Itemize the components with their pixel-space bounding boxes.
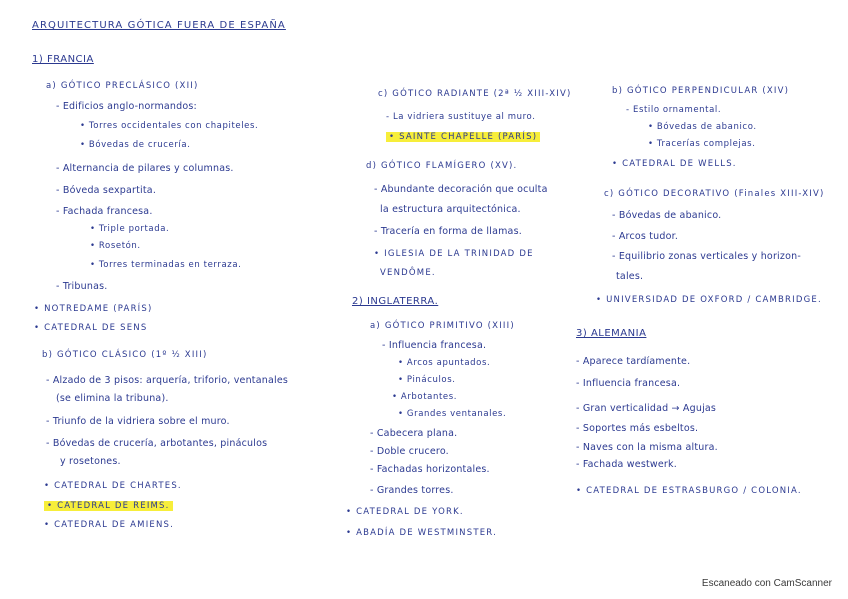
note-line: - La vidriera sustituye al muro.: [386, 112, 536, 122]
note-line: - Estilo ornamental.: [626, 105, 722, 115]
heading-preclasico: a) GÓTICO PRECLÁSICO (XII): [46, 81, 199, 91]
note-line: • Bóvedas de abanico.: [648, 122, 757, 132]
note-line: • Torres occidentales con chapiteles.: [80, 121, 259, 131]
heading-radiante: c) GÓTICO RADIANTE (2ª ½ XIII-XIV): [378, 89, 572, 99]
example-building: • CATEDRAL DE SENS: [34, 323, 148, 333]
highlight-mark: • SAINTE CHAPELLE (PARÍS): [386, 132, 540, 142]
note-line: - Soportes más esbeltos.: [576, 423, 699, 434]
note-line: - Bóvedas de crucería, arbotantes, pináculos: [46, 438, 268, 449]
note-line: - Tribunas.: [56, 281, 108, 292]
example-building: • CATEDRAL DE WELLS.: [612, 159, 737, 169]
note-line: • Arbotantes.: [392, 392, 458, 402]
heading-perpendicular: b) GÓTICO PERPENDICULAR (XIV): [612, 86, 790, 96]
note-line: - Cabecera plana.: [370, 428, 458, 439]
example-building-highlighted: [386, 131, 540, 143]
note-line: - Abundante decoración que oculta: [374, 184, 548, 195]
note-line: • Grandes ventanales.: [398, 409, 507, 419]
heading-primitivo: a) GÓTICO PRIMITIVO (XIII): [370, 321, 515, 331]
note-line: • Arcos apuntados.: [398, 358, 491, 368]
note-line: - Bóvedas de abanico.: [612, 210, 722, 221]
note-line: • Tracerías complejas.: [648, 139, 756, 149]
note-line: - Triunfo de la vidriera sobre el muro.: [46, 416, 230, 427]
note-line: - Influencia francesa.: [576, 378, 681, 389]
note-line: - Grandes torres.: [370, 485, 454, 496]
note-line: y rosetones.: [60, 456, 121, 467]
note-line: • Rosetón.: [90, 241, 141, 251]
note-line: (se elimina la tribuna).: [56, 393, 169, 404]
note-line: - Gran verticalidad → Agujas: [576, 403, 717, 414]
example-building: • CATEDRAL DE ESTRASBURGO / COLONIA.: [576, 486, 802, 496]
example-building: VENDÔME.: [380, 268, 436, 278]
section-inglaterra: 2) INGLATERRA.: [352, 296, 439, 307]
note-line: - Bóveda sexpartita.: [56, 185, 157, 196]
example-building: • CATEDRAL DE AMIENS.: [44, 520, 175, 530]
note-line: - Naves con la misma altura.: [576, 442, 718, 453]
note-line: - Influencia francesa.: [382, 340, 487, 351]
note-line: • Bóvedas de crucería.: [80, 140, 191, 150]
heading-clasico: b) GÓTICO CLÁSICO (1º ½ XIII): [42, 350, 208, 360]
note-line: - Fachada francesa.: [56, 206, 153, 217]
note-line: - Edificios anglo-normandos:: [56, 101, 197, 112]
note-line: - Fachadas horizontales.: [370, 464, 490, 475]
note-line: - Alzado de 3 pisos: arquería, triforio, ventanales: [46, 375, 289, 386]
highlight-mark: • CATEDRAL DE REIMS.: [44, 501, 173, 511]
section-francia: 1) FRANCIA: [32, 54, 94, 65]
example-building: • CATEDRAL DE CHARTES.: [44, 481, 182, 491]
scanner-watermark: Escaneado con CamScanner: [701, 578, 832, 589]
heading-flamigero: d) GÓTICO FLAMÍGERO (XV).: [366, 161, 518, 171]
note-line: • Triple portada.: [90, 224, 170, 234]
note-line: - Fachada westwerk.: [576, 459, 677, 470]
note-line: - Arcos tudor.: [612, 231, 679, 242]
note-line: • Torres terminadas en terraza.: [90, 260, 242, 270]
note-line: tales.: [616, 271, 644, 282]
note-line: - Alternancia de pilares y columnas.: [56, 163, 234, 174]
example-building: • CATEDRAL DE YORK.: [346, 507, 464, 517]
note-line: • Pináculos.: [398, 375, 456, 385]
example-building-highlighted: [44, 500, 173, 512]
example-building: • ABADÍA DE WESTMINSTER.: [346, 528, 497, 538]
example-building: • IGLESIA DE LA TRINIDAD DE: [374, 249, 534, 259]
note-line: - Equilibrio zonas verticales y horizon-: [612, 251, 801, 262]
section-alemania: 3) ALEMANIA: [576, 328, 647, 339]
example-building: • UNIVERSIDAD DE OXFORD / CAMBRIDGE.: [596, 295, 822, 305]
note-line: - Aparece tardíamente.: [576, 356, 691, 367]
example-building: • NOTREDAME (PARÍS): [34, 304, 153, 314]
note-line: - Doble crucero.: [370, 446, 449, 457]
heading-decorativo: c) GÓTICO DECORATIVO (Finales XIII-XIV): [604, 189, 825, 199]
note-line: - Tracería en forma de llamas.: [374, 226, 522, 237]
note-line: la estructura arquitectónica.: [380, 204, 521, 215]
page-title: ARQUITECTURA GÓTICA FUERA DE ESPAÑA: [32, 20, 286, 31]
